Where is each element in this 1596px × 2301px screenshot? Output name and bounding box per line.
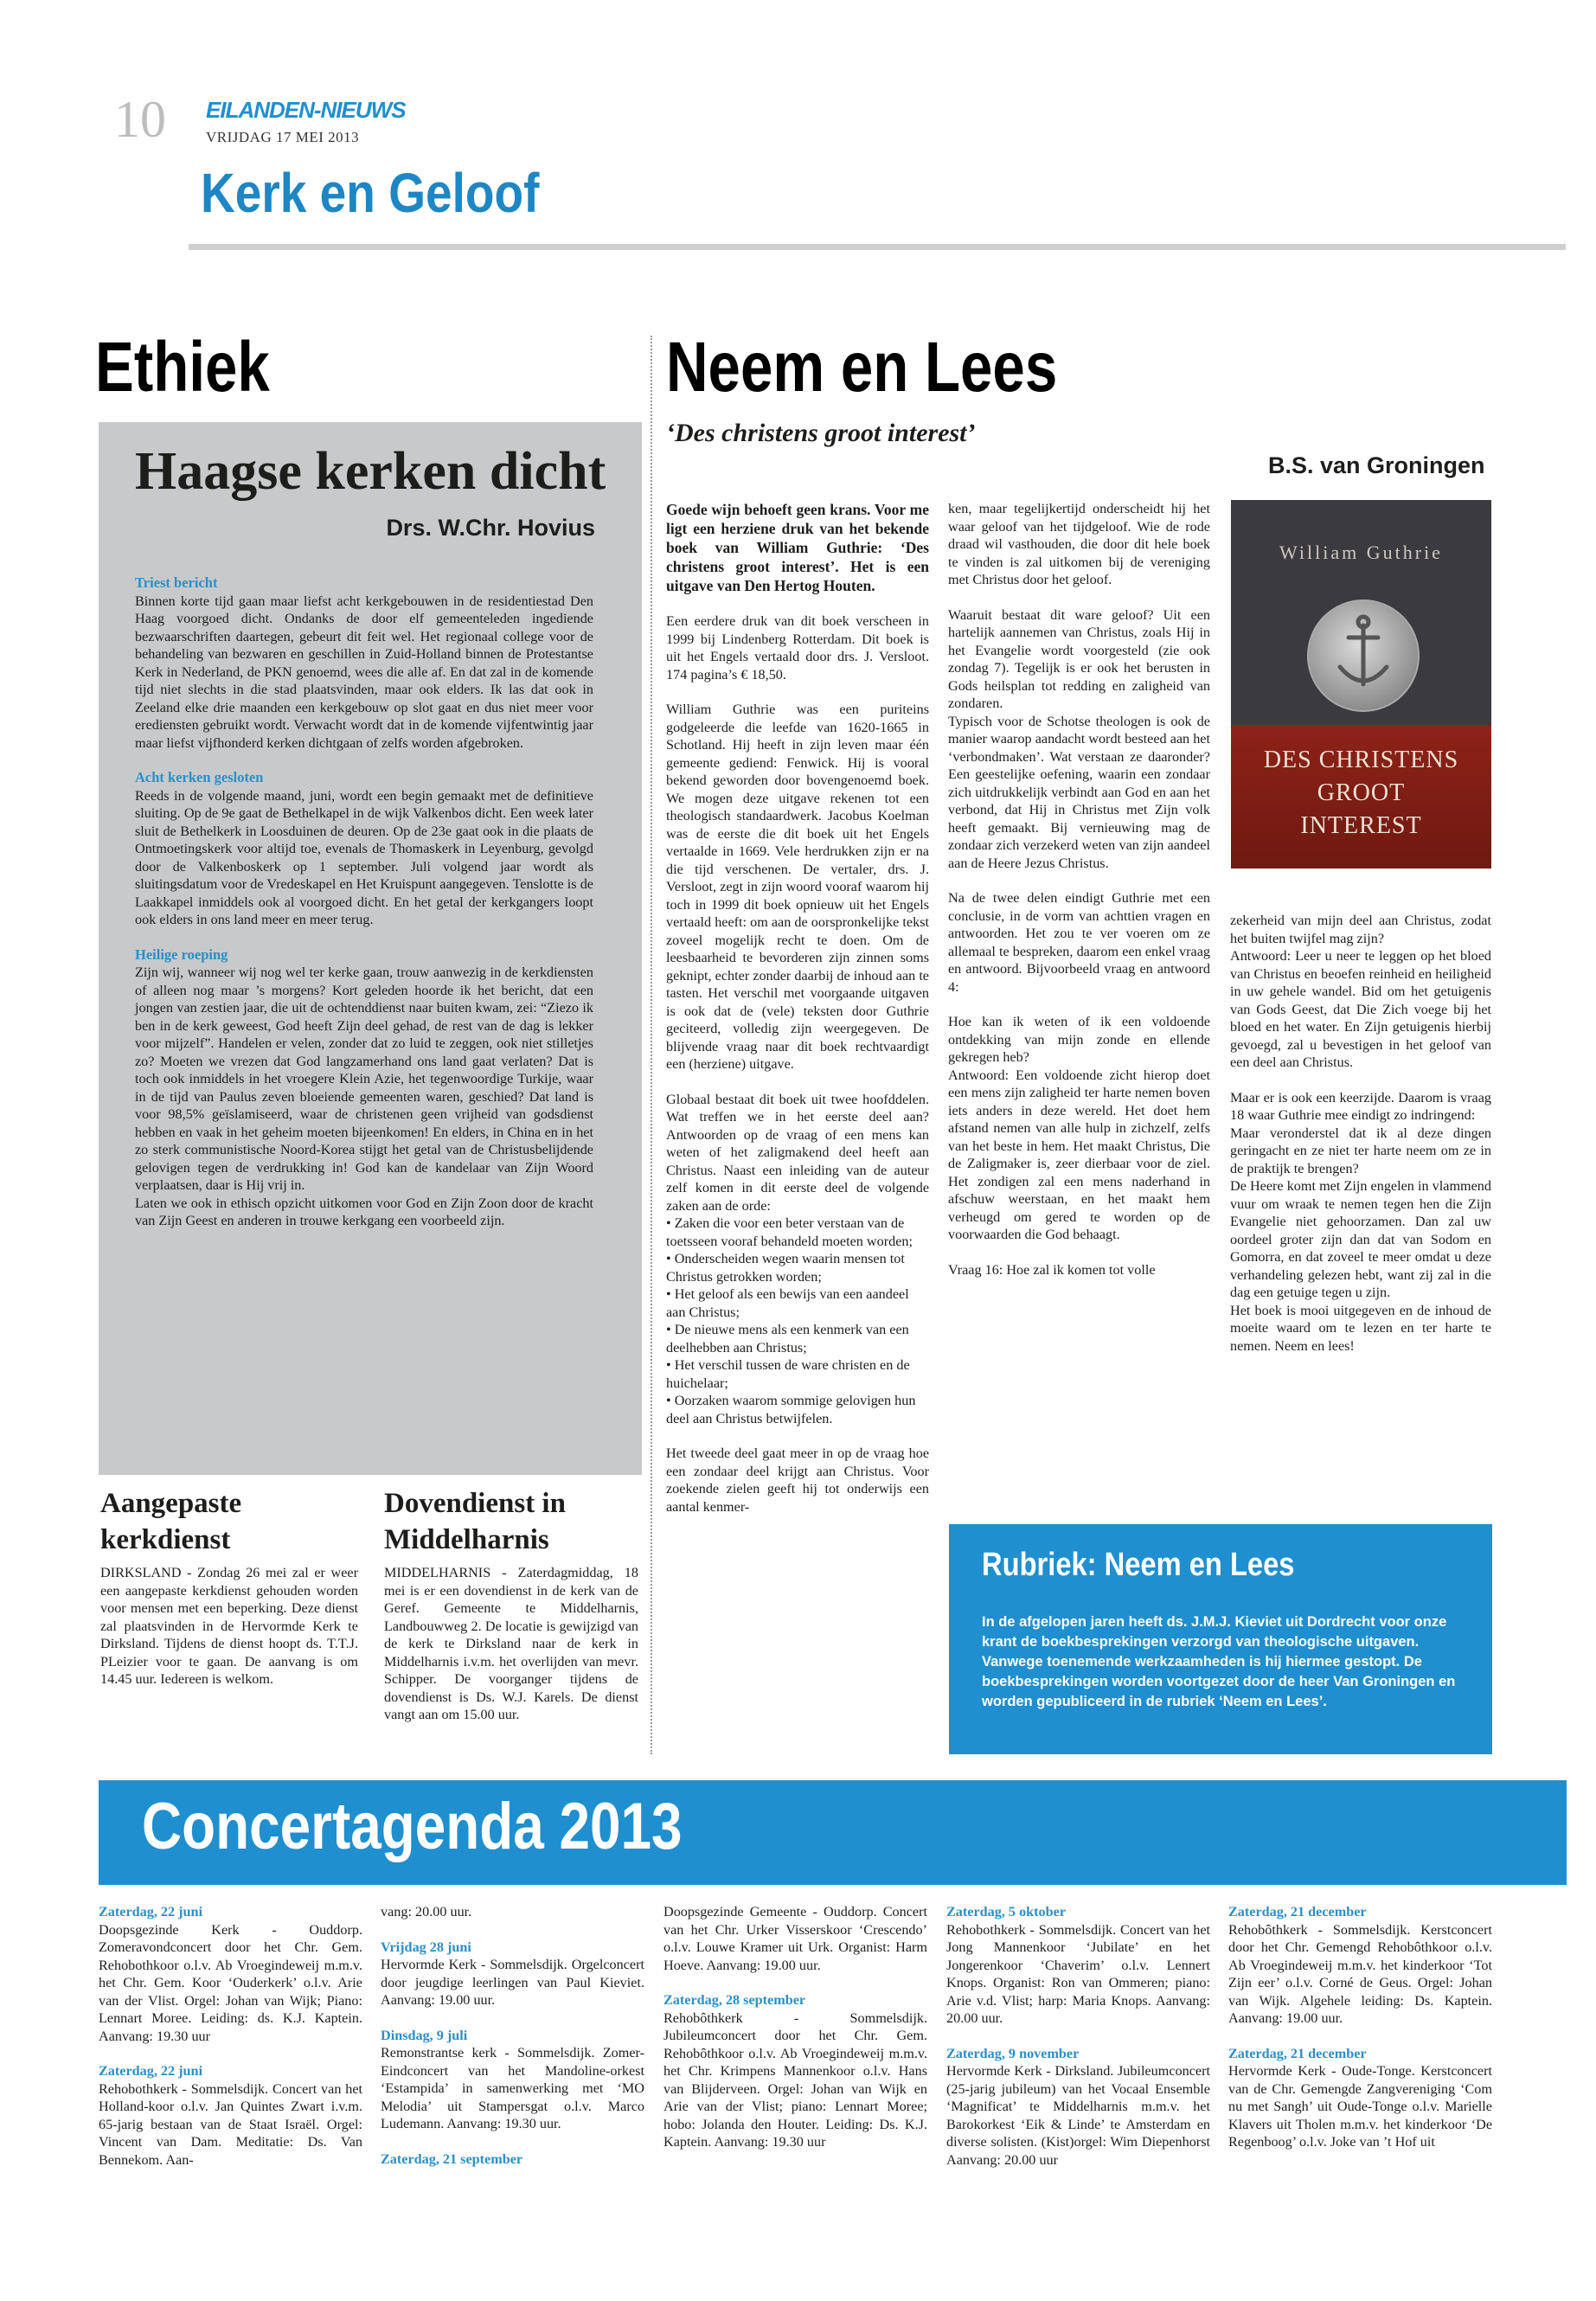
book-cover-image bbox=[1231, 500, 1491, 868]
article-author: B.S. van Groningen bbox=[1268, 452, 1485, 478]
article-author: Drs. W.Chr. Hovius bbox=[386, 515, 595, 541]
book-cover-author: William Guthrie bbox=[1279, 542, 1443, 563]
article-body: MIDDELHARNIS - Zaterdagmiddag, 18 mei is er een dovendienst in de kerk van de Geref. Gemeente te Middelharnis, Landbouwweg 2. De locatie is gewijzigd van de kerk te Dirksland naar de kerk in Middelharnis i.v.m. het overlijden van mevr. Schipper. De voorganger tijdens de dovendienst is Ds. W.J. Karels. De dienst vangt aan om 15.00 uur. bbox=[384, 1565, 638, 1722]
paragraph: Na de twee delen eindigt Guthrie met een conclusie, in de vorm van achttien vragen en antwoorden. Het zou te ver voeren om ze allemaal te bespreken, daarom een enkel vraag en antwoord. Bijvoorbeeld vraag en antwoord 4: bbox=[948, 890, 1210, 995]
lead-paragraph: Goede wijn behoeft geen krans. Voor me ligt een herziene druk van het bekende boek van William Guthrie: ‘Des christens groot interest’. Het is een uitgave van Den Hertog Houten. bbox=[666, 501, 929, 594]
bullet-item: • De nieuwe mens als een kenmerk van een deelhebben aan Christus; bbox=[666, 1322, 909, 1356]
header-rule bbox=[189, 244, 1566, 250]
section-title: Kerk en Geloof bbox=[201, 162, 540, 224]
subheading: Triest bericht bbox=[135, 574, 218, 591]
subheading: Heilige roeping bbox=[135, 945, 228, 963]
concert-entry: Rehobothkerk - Sommelsdijk. Concert van het Jong Mannenkoor ‘Jubilate’ en het Jongerenkoor ‘Chaverim’ o.l.v. Lennert Knops. Organist: Ron van Ommeren; piano: Arie v.d. Vlist; harp: Maria Knops. Aanvang: 20.00 uur. bbox=[946, 1921, 1210, 2026]
concert-entry: Hervormde Kerk - Dirksland. Jubileumconcert (25-jarig jubileum) van het Vocaal Ensemble ‘Magnificat’ te Middelharnis m.m.v. het Barokorkest ‘Eik & Linde’ te Amsterdam en diverse solisten. (Kist)orgel: Wim Diepenhorst Aanvang: 20.00 uur bbox=[946, 2063, 1210, 2168]
concert-entry: Rehobôthkerk - Sommelsdijk. Kerstconcert door het Chr. Gemengd Rehobôthkoor o.l.v. Ab Vroegindeweij m.m.v. het kinderkoor ‘Tot Zijn eer’ o.l.v. Corné de Geus. Orgel: Johan van Wijk. Algehele leiding: Ds. Kaptein. Aanvang: 19.00 uur. bbox=[1228, 1921, 1492, 2026]
paragraph: Een eerdere druk van dit boek verscheen in 1999 bij Lindenberg Rotterdam. Dit boek is uit het Engels vertaald door drs. J. Versloot. 174 pagina’s € 18,50. bbox=[666, 613, 929, 683]
paragraph: Waaruit bestaat dit ware geloof? Uit een hartelijk aannemen van Christus, zoals Hij in het Evangelie wordt voorgesteld (zie ook zondag 7). Tegelijk is er ook het berusten in Gods heilsplan tot redding en zaligheid van zondaren. bbox=[948, 606, 1210, 711]
paragraph: ken, maar tegelijkertijd onderscheidt hij het waar geloof van het tijdgeloof. Wie de rode draad wil vasthouden, die door dit hele boek te vinden is zal uitkomen bij de vereniging met Christus door het geloof. bbox=[948, 501, 1210, 587]
paragraph: Maar er is ook een keerzijde. Daarom is vraag 18 waar Guthrie mee eindigt zo indringend: bbox=[1230, 1089, 1491, 1123]
concert-column-3 bbox=[663, 1903, 927, 2151]
concert-entry: vang: 20.00 uur. bbox=[381, 1904, 472, 1920]
concert-column-1 bbox=[99, 1903, 362, 2169]
paragraph: De Heere komt met Zijn engelen in vlammend vuur om wraak te nemen tegen hen die Zijn Evangelie niet gehoorzamen. Dan zal uw oordeel groter zijn dan dat van Sodom en Gomorra, en dat zoveel te meer omdat u deze verhandeling gelezen hebt, want zij zal in die dag een getuige tegen u zijn. bbox=[1230, 1178, 1491, 1300]
article-title: Aangepaste kerkdienst bbox=[100, 1488, 242, 1555]
bullet-item: • Het verschil tussen de ware christen en de huichelaar; bbox=[666, 1357, 910, 1391]
concert-entry: Rehobothkerk - Sommelsdijk. Concert van het Holland-koor o.l.v. Jan Quintes Zwart i.v.m. 65-jarig bestaan van de Staat Israël. Orgel: Vincent van Dam. Meditatie: Ds. Van Bennekom. Aan- bbox=[99, 2080, 362, 2168]
paragraph: William Guthrie was een puriteins godgeleerde die leefde van 1620-1665 in Schotland. Hij heeft in zijn leven maar één gemeente gediend: Fenwick. Hij is vooral bekend geworden door bovengenoemd boek. We mogen deze uitgave rekenen tot een theologisch standaardwerk. Jacobus Koelman was de eerste die dit boek uit het Engels vertaalde in 1669. Vele herdrukken zijn er na die tijd verschenen. De vertaler, drs. J. Versloot, zegt in zijn woord vooraf waarom hij toch in 1999 dit boek opnieuw uit het Engels vertaald heeft: om aan de oorspronkelijke tekst zoveel mogelijk recht te doen. Om de leesbaarheid te bevorderen zijn zinnen soms geknipt, echter zonder daarbij de inhoud aan te tasten. Het verschil met voorgaande uitgaven is ook dat de (vele) teksten door Guthrie geciteerd, volledig zijn weergegeven. De blijvende vraag naar dit boek rechtvaardigt een (herziene) uitgave. bbox=[666, 702, 929, 1072]
paragraph: Typisch voor de Schotse theologen is ook de manier waarop aandacht wordt besteed aan het ‘verbondmaken’. Wat verstaan ze daaronder? Een geestelijke oefening, waarin een zondaar zich uitdrukkelijk verbindt aan God en aan het verbond, dat Hij in Christus met Zijn volk heeft gemaakt. Bij vernieuwing mag de zondaar zich verzekerd weten van zijn aandeel aan de Heere Jezus Christus. bbox=[948, 713, 1210, 871]
rubriek-box bbox=[949, 1524, 1492, 1754]
paragraph: Laten we ook in ethisch opzicht uitkomen voor God en Zijn Zoon door de kracht van Zijn Geest en anderen in trouwe kerkgang een voorbeeld zijn. bbox=[135, 1195, 593, 1228]
concert-entry: Remonstrantse kerk - Sommelsdijk. Zomer-Eindconcert van het Mandoline-orkest ‘Estampida’ in samenwerking met ‘MO Melodia’ uit Stampersgat o.l.v. Marco Ludemann. Aanvang: 19.30 uur. bbox=[381, 2045, 644, 2131]
concert-entry: Hervormde Kerk - Sommelsdijk. Orgelconcert door jeugdige leerlingen van Paul Kieviet. Aanvang: 19.00 uur. bbox=[381, 1957, 644, 2008]
rubriek-body: In de afgelopen jaren heeft ds. J.M.J. Kieviet uit Dordrecht voor onze krant de boekbesprekingen verzorgd van theologische uitgaven. Vanwege toenemende werkzaamheden is hij hiermee gestopt. De boekbesprekingen worden voortgezet door de heer Van Groningen en worden gepubliceerd in de rubriek ‘Neem en Lees’. bbox=[982, 1614, 1456, 1709]
concert-entry: Doopsgezinde Gemeente - Ouddorp. Concert van het Chr. Urker Visserskoor ‘Crescendo’ o.l.v. Louwe Kramer uit Urk. Organist: Harm Hoeve. Aanvang: 19.00 uur. bbox=[663, 1904, 927, 1973]
article-body: DIRKSLAND - Zondag 26 mei zal er weer een aangepaste kerkdienst gehouden worden voor mensen met een beperking. Deze dienst zal plaatsvinden in de Hervormde Kerk te Dirksland. Tijdens de dienst hoopt ds. T.T.J. PLeizier voor te gaan. De aanvang is om 14.45 uur. Iedereen is welkom. bbox=[100, 1565, 358, 1687]
paragraph: Globaal bestaat dit boek uit twee hoofddelen. Wat treffen we in het eerste deel aan? Antwoorden op de vraag of een mens kan weten of het zaligmakend deel heeft aan Christus. Naast een inleiding van de auteur zelf komen in dit eerste deel de volgende zaken aan de orde: bbox=[666, 1091, 929, 1214]
paragraph: Vraag 16: Hoe zal ik komen tot volle bbox=[948, 1261, 1156, 1278]
article-title: Dovendienst in Middelharnis bbox=[384, 1488, 566, 1555]
bullet-item: • Het geloof als een bewijs van een aandeel aan Christus; bbox=[666, 1286, 909, 1320]
column-heading-neem-en-lees: Neem en Lees bbox=[666, 328, 1058, 407]
rubriek-title: Rubriek: Neem en Lees bbox=[982, 1547, 1295, 1583]
concert-date: Zaterdag, 21 september bbox=[381, 2150, 523, 2167]
concert-column-4 bbox=[946, 1903, 1210, 2169]
paragraph: Het boek is mooi uitgegeven en de inhoud de moeite waard om te lezen en ter harte te nemen. Neem en lees! bbox=[1230, 1302, 1491, 1354]
paragraph: Het tweede deel gaat meer in op de vraag hoe een zondaar deel krijgt aan Christus. Voor zoekende zielen geeft hij tot onderwijs een aantal kenmer- bbox=[666, 1445, 929, 1515]
bullet-item: • Oorzaken waarom sommige gelovigen hun deel aan Christus betwijfelen. bbox=[666, 1393, 916, 1426]
concert-date: Zaterdag, 22 juni bbox=[99, 1904, 203, 1920]
concert-date: Zaterdag, 9 november bbox=[946, 2045, 1080, 2061]
paragraph: Antwoord: Een voldoende zicht hierop doet een mens zijn zaligheid ter harte nemen boven iets anders in deze wereld. Het doet hem afstand nemen van alle hulp in zichzelf, zelfs van het beste in hem. Het maakt Christus, Die de Zaligmaker is, zeer dierbaar voor de ziel. Het zondigen zal een mens naderhand in afschuw weerstaan, en het maakt hem verheugd om gered te worden op de voorwaarden die God behaagt. bbox=[948, 1067, 1210, 1242]
concert-entry: Rehobôthkerk - Sommelsdijk. Jubileumconcert door het Chr. Gem. Rehobôthkoor o.l.v. Ab Vroegindeweij m.m.v. het Chr. Krimpens Mannenkoor o.l.v. Hans van Blijderveen. Orgel: Johan van Wijk en Arie van der Vlist; piano: Lennart Moree; hobo: Jolanda den Houter. Leiding: Ds. K.J. Kaptein. Aanvang: 19.30 uur bbox=[663, 2009, 927, 2150]
paragraph: Binnen korte tijd gaan maar liefst acht kerkgebouwen in de residentiestad Den Haag voorgoed dicht. Ondanks de door elf gemeenteleden ingediende bezwaarschriften daartegen, gebeurt dit feit wel. Het regionaal college voor de behandeling van bezwaren en geschillen in Zuid-Holland binnen de Protestantse Kerk in Nederland, de PKN genoemd, wees die alle af. En dat zal in de komende tijd niet slechts in die stad plaatsvinden, maar ook elders. Ik las dat ook in Zeeland elke drie maanden een kerkgebouw op slot gaat en dus niet meer voor erediensten gebruikt wordt. Verwacht wordt dat in de komende vijfentwintig jaar maar liefst vijfhonderd kerken dichtgaan of zelfs worden afgebroken. bbox=[135, 593, 593, 751]
column-divider bbox=[651, 336, 652, 1754]
paragraph: Reeds in de volgende maand, juni, wordt een begin gemaakt met de definitieve sluiting. Op de 9e gaat de Bethelkapel in de wijk Valkenbos dicht. Een week later sluit de Bethelkerk in Loosduinen de deuren. Op de 23e gaat ook in die plaats de Ontmoetingskerk voor altijd toe, evenals de Thomaskerk in Leyenburg, gevolgd door de Valkenboskerk op 1 september. Juli volgend jaar wordt als sluitingsdatum voor de Vredeskapel en Het Kruispunt aangegeven. Tenslotte is de Laakkapel inmiddels ook al voorgoed dicht. En het getal der kerkgangers loopt ook elders in ons land meer en meer terug. bbox=[135, 787, 593, 927]
bullet-item: • Onderscheiden wegen waarin mensen tot Christus getrokken worden; bbox=[666, 1251, 905, 1285]
concert-column-5 bbox=[1228, 1903, 1492, 2151]
page-number: 10 bbox=[114, 91, 166, 148]
column-heading-ethiek: Ethiek bbox=[95, 328, 270, 407]
concert-date: Zaterdag, 5 oktober bbox=[946, 1904, 1067, 1920]
paragraph: Antwoord: Leer u neer te leggen op het bloed van Christus en beoefen reinheid en heiligheid in uw gehele wandel. Bid om het getuigenis van Gods Geest, dat Die Zich voege bij het bloed en het water. En Zijn getuigenis hierbij gevoegd, zal u bevestigen in het geloof van een deel aan Christus. bbox=[1230, 948, 1491, 1070]
concert-date: Zaterdag, 22 juni bbox=[99, 2063, 203, 2079]
bullet-item: • Zaken die voor een beter verstaan van de toetsseen vooraf behandeld moeten worden; bbox=[666, 1215, 913, 1249]
concert-banner bbox=[99, 1780, 1567, 1885]
concert-column-2 bbox=[381, 1903, 644, 2168]
paragraph: zekerheid van mijn deel aan Christus, zodat het buiten twijfel mag zijn? bbox=[1230, 913, 1491, 946]
issue-date: VRIJDAG 17 MEI 2013 bbox=[206, 129, 360, 145]
concert-entry: Doopsgezinde Kerk - Ouddorp. Zomeravondconcert door het Chr. Gem. Rehobothkoor o.l.v. Ab Vroegindeweij m.m.v. het Chr. Gem. Koor ‘Ouderkerk’ o.l.v. Arie van der Vlist. Orgel: Johan van Wijk; Piano: Lennart Moree. Leiding: ds. K.J. Kaptein. Aanvang: 19.30 uur bbox=[99, 1921, 362, 2044]
book-cover-title: DES CHRISTENS GROOT INTEREST bbox=[1263, 747, 1459, 839]
concert-date: Zaterdag, 28 september bbox=[663, 1992, 806, 2008]
subheading: Acht kerken gesloten bbox=[135, 769, 264, 785]
concert-date: Zaterdag, 21 december bbox=[1228, 1904, 1367, 1920]
article-subtitle: ‘Des christens groot interest’ bbox=[666, 419, 976, 447]
paragraph: Zijn wij, wanneer wij nog wel ter kerke gaan, trouw aanwezig in de kerkdiensten of alleen nog maar ’s morgens? Kort geleden hoorde ik het bericht, dat een jongen van zestien jaar, die uit de ochtenddienst naar buiten kwam, zei: “Ziezo ik ben in de kerk geweest, God heeft Zijn deel gehad, de rest van de dag is lekker voor mijzelf”. Handelen er velen, zonder dat zo luid te zeggen, ook niet stilletjes zo? Moeten we vrezen dat God langzamerhand ons land gaat verlaten? Dat is toch ook inmiddels in het vroegere Klein Azie, het tegenwoordige Turkije, waar in de tijd van Paulus zeven bloeiende gemeenten waren, geschied? Dat land is voor 98,5% geïslamiseerd, waar de christenen geen vrijheid van godsdienst hebben en vaak in het geheim moeten bijeenkomen! En elders, in China en in het zo sterk communistische Noord-Korea stijgt het getal van de Christusbelijdende gelovigen tegen de verdrukking in! God kan de kandelaar van Zijn Woord verplaatsen, daar is Hij vrij in. bbox=[135, 965, 593, 1193]
concert-date: Dinsdag, 9 juli bbox=[381, 2027, 468, 2043]
article-column-1 bbox=[666, 500, 929, 1516]
article-title: Haagse kerken dicht bbox=[135, 442, 606, 501]
concert-date: Zaterdag, 21 december bbox=[1228, 2045, 1367, 2061]
concert-title: Concertagenda 2013 bbox=[142, 1790, 683, 1863]
anchor-seal-icon bbox=[1307, 599, 1420, 712]
article-column-3 bbox=[1230, 912, 1491, 1355]
paragraph: Hoe kan ik weten of ik een voldoende ontdekking van mijn zonde en ellende gekregen heb? bbox=[948, 1014, 1210, 1065]
concert-date: Vrijdag 28 juni bbox=[381, 1939, 471, 1955]
concert-entry: Hervormde Kerk - Oude-Tonge. Kerstconcert van de Chr. Gemengde Zangvereniging ‘Com nu met Sangh’ uit Oude-Tonge o.l.v. Marielle Klavers uit Tholen m.m.v. het kinderkoor ‘De Regenboog’ o.l.v. Joke van ’t Hof uit bbox=[1228, 2063, 1492, 2150]
article-body bbox=[135, 574, 593, 1230]
article-column-2 bbox=[948, 500, 1210, 1279]
paragraph: Maar veronderstel dat ik al deze dingen geringacht en ze niet ter harte neem om ze in de praktijk te brengen? bbox=[1230, 1125, 1491, 1176]
newspaper-logo: EILANDEN-NIEUWS bbox=[206, 97, 406, 123]
